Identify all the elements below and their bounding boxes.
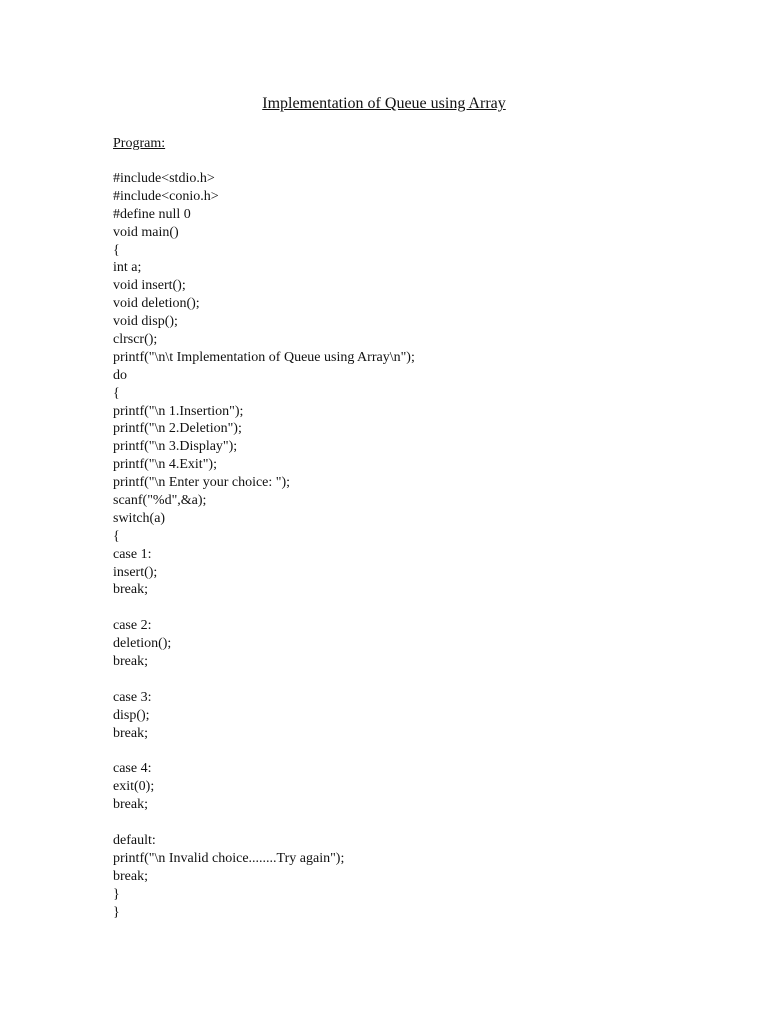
code-line: printf("\n 2.Deletion"); (113, 421, 242, 437)
document-title: Implementation of Queue using Array (262, 95, 506, 112)
code-line: case 4: (113, 761, 152, 777)
code-line: clrscr(); (113, 332, 158, 348)
code-line: do (113, 367, 127, 383)
code-line: break; (113, 868, 148, 884)
code-line: #include<stdio.h> (113, 171, 215, 186)
code-line: case 3: (113, 689, 152, 705)
blank-line (113, 814, 415, 832)
code-line: #define null 0 (113, 206, 191, 222)
code-line: default: (113, 832, 156, 848)
code-line: } (113, 904, 120, 920)
code-line: break; (113, 797, 148, 813)
code-line: case 1: (113, 546, 152, 562)
code-line: } (113, 886, 120, 902)
code-line: { (113, 528, 120, 544)
program-label: Program: (113, 136, 166, 151)
blank-line (113, 671, 415, 689)
code-line: { (113, 242, 120, 258)
code-line: void disp(); (113, 314, 178, 330)
code-line: int a; (113, 260, 142, 276)
code-line: case 2: (113, 618, 152, 634)
code-line: #include<conio.h> (113, 188, 219, 204)
code-listing (113, 170, 415, 921)
code-line: printf("\n 4.Exit"); (113, 457, 217, 473)
code-line: printf("\n Enter your choice: "); (113, 475, 291, 491)
code-line: break; (113, 582, 148, 598)
code-line: printf("\n Invalid choice........Try again"); (113, 850, 345, 866)
blank-line (113, 743, 415, 761)
code-line: break; (113, 654, 148, 670)
code-line: { (113, 385, 120, 401)
code-line: void deletion(); (113, 296, 200, 312)
code-line: printf("\n\t Implementation of Queue using Array\n"); (113, 349, 415, 365)
code-line: printf("\n 1.Insertion"); (113, 403, 244, 419)
blank-line (113, 599, 415, 617)
code-line: exit(0); (113, 779, 155, 795)
code-line: void main() (113, 224, 179, 240)
code-line: switch(a) (113, 510, 166, 526)
code-line: insert(); (113, 564, 158, 580)
code-line: deletion(); (113, 636, 172, 652)
code-line: break; (113, 725, 148, 741)
code-line: disp(); (113, 707, 150, 723)
code-line: scanf("%d",&a); (113, 493, 207, 509)
code-line: printf("\n 3.Display"); (113, 439, 238, 455)
code-line: void insert(); (113, 278, 186, 294)
